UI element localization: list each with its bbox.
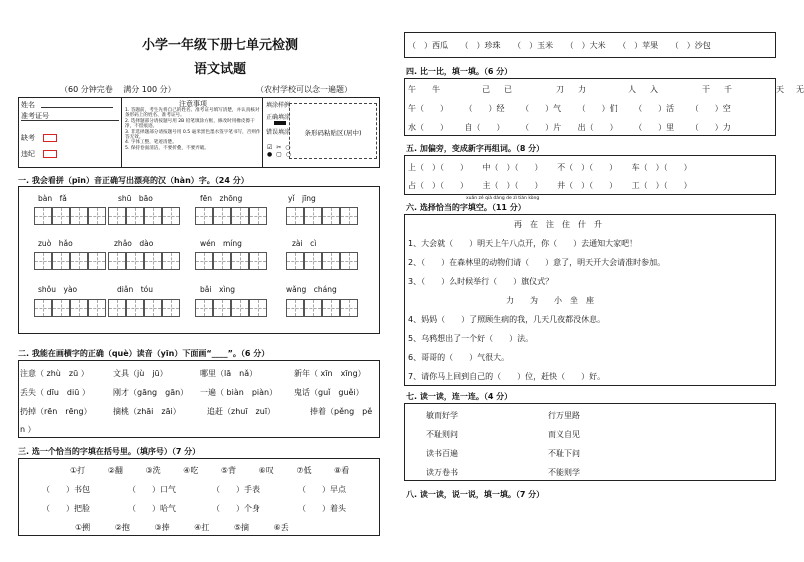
q7-left-item[interactable]: 敏而好学 (426, 411, 458, 420)
q2-item[interactable]: 捧着（pěng pě (310, 407, 373, 416)
q3-fill[interactable]: （ ）把脸 (42, 504, 90, 513)
student-info (19, 98, 122, 167)
writing-grid-cell[interactable] (195, 252, 213, 270)
q7-right-item[interactable]: 而义自见 (548, 430, 580, 439)
q7-left-item[interactable]: 读书百遍 (426, 449, 458, 458)
q3-option: ①搠 (75, 523, 91, 532)
q4-title: 四. 比一比，填一填。（6 分） (406, 67, 513, 76)
q3-option: ⑤背 (220, 466, 237, 475)
note-item: 3. 非选择题部分请按题号用 0.5 毫米黑色墨水签字笔书写，否则作答无效。 (125, 129, 261, 141)
writing-grid-cell[interactable] (231, 299, 249, 317)
q3-fill[interactable]: （ ）早点 (298, 485, 346, 494)
q3-option: ⑥丢 (273, 523, 289, 532)
writing-grid-cell[interactable] (249, 299, 267, 317)
writing-grid-cell[interactable] (108, 299, 126, 317)
pinyin-label: diǎn tóu (117, 285, 153, 294)
writing-grid-cell[interactable] (340, 299, 358, 317)
note-item: 5. 保持卷面清洁，不要折叠，不要弄破。 (125, 145, 209, 151)
q2-item[interactable]: 刚才（gāng gān） (113, 388, 189, 397)
q5-blank[interactable]: 占（ ）（ ） (408, 181, 468, 190)
q3-option: ③捧 (154, 523, 170, 532)
q2-item[interactable]: 新年（ xīn xīng） (294, 369, 366, 378)
q8-title: 八. 读一读，说一说，填一填。（7 分） (406, 490, 545, 499)
q5-blank[interactable]: 中（ ）（ ） (482, 163, 543, 172)
measure-word-item[interactable]: （ ）珍珠 (460, 41, 501, 50)
writing-grid-cell[interactable] (144, 252, 162, 270)
pinyin-label: wén míng (200, 239, 242, 248)
writing-grid-cell[interactable] (162, 299, 180, 317)
writing-grid-cell[interactable] (162, 207, 180, 225)
q7-right-item[interactable]: 不耻下问 (548, 449, 580, 458)
q2-item[interactable]: 摘桃（zhāi zāi） (113, 407, 181, 416)
q3-options-2 (75, 522, 289, 533)
q2-item[interactable]: 扔掉（rēn rēng） (20, 407, 92, 416)
q4-char: 干 (702, 85, 710, 94)
q1-title: 一. 我会看拼（pīn）音正确写出漂亮的汉（hàn）字。（24 分） (18, 176, 249, 185)
writing-grid-cell[interactable] (286, 252, 304, 270)
q6-sentence[interactable]: 2、（ ）在森林里的动物们请（ ）意了，明天开大会请准时参加。 (408, 258, 666, 267)
barcode-label: 条形码粘贴区(居中) (304, 129, 362, 137)
q2-item[interactable]: 一遍（ biàn piàn） (200, 388, 278, 397)
writing-grid-cell[interactable] (34, 252, 52, 270)
q3-fill[interactable]: （ ）口气 (128, 485, 176, 494)
q4-char: 己 (482, 85, 490, 94)
q4-blank[interactable]: （ ）里 (634, 123, 675, 132)
school-note: （农村学校可以念一遍题） (256, 85, 352, 94)
q3-option: ⑥叹 (258, 466, 274, 475)
writing-grid-cell[interactable] (162, 252, 180, 270)
q3-option: ①打 (70, 466, 86, 475)
writing-grid-cell[interactable] (144, 299, 162, 317)
notes-panel (123, 98, 263, 167)
writing-grid-cell[interactable] (213, 207, 231, 225)
q6-title: 六. 选择恰当的字填空。（11 分） (406, 203, 526, 212)
q4-row-1[interactable] (408, 103, 731, 114)
q6-sentence[interactable]: 7、请你马上回到自己的（ ）位，赶快（ ）好。 (408, 372, 606, 381)
q2-item: n ） (20, 425, 36, 434)
q4-blank[interactable]: （ ）片 (521, 123, 562, 132)
q2-item[interactable]: 鬼话（guǐ guěi） (294, 388, 364, 397)
q7-right-item[interactable]: 行万里路 (548, 411, 580, 420)
writing-grid-cell[interactable] (34, 299, 52, 317)
pinyin-label: wǎng cháng (286, 285, 337, 294)
q3-fill[interactable]: （ ）手表 (212, 485, 260, 494)
pinyin-label: bǎi xìng (200, 285, 235, 294)
writing-grid-cell[interactable] (286, 299, 304, 317)
q7-right-item[interactable]: 不能则学 (548, 468, 580, 477)
q7-title: 七. 读一读，连一连。（4 分） (406, 392, 513, 401)
writing-grid-cell[interactable] (304, 252, 322, 270)
q6-word-bank-2: 力 为 小 坐 座 (506, 296, 594, 305)
violation-checkbox[interactable] (43, 150, 57, 158)
measure-word-item[interactable]: （ ）西瓜 (408, 41, 448, 50)
q2-item[interactable]: 哪里（lā nǎ） (200, 369, 258, 378)
writing-grid-cell[interactable] (249, 207, 267, 225)
q4-char: 千 (724, 85, 732, 94)
writing-grid-cell[interactable] (340, 252, 358, 270)
exam-subtitle: 语文试题 (193, 62, 246, 77)
q4-char: 力 (578, 85, 586, 94)
q4-row-2[interactable] (408, 122, 731, 133)
writing-grid-cell[interactable] (144, 207, 162, 225)
notes-list (125, 108, 261, 151)
q3-fill[interactable]: （ ）个身 (212, 504, 260, 513)
q2-item[interactable]: 注意（ zhù zū ） (20, 369, 89, 378)
q5-blank[interactable]: 车（ ）（ ） (631, 163, 692, 172)
q6-sentence[interactable]: 4、妈妈（ ）了照顾生病的我，几天几夜都没休息。 (408, 315, 606, 324)
q4-char: 入 (650, 85, 658, 94)
writing-grid-cell[interactable] (52, 207, 70, 225)
q5-blank[interactable]: 上（ ）（ ） (408, 163, 468, 172)
q2-item[interactable]: 文具（jù jū） (113, 369, 168, 378)
writing-grid-cell[interactable] (52, 299, 70, 317)
pinyin-label: shǒu yào (38, 285, 78, 294)
writing-grid-cell[interactable] (88, 207, 106, 225)
id-line (21, 120, 119, 121)
q6-sentence[interactable]: 1、大会就（ ）明天上午八点开，你（ ）去通知大家吧！ (408, 239, 638, 248)
q4-char-pairs (408, 84, 804, 95)
notes-title: 注意事项 (179, 100, 207, 108)
writing-grid-cell[interactable] (34, 207, 52, 225)
measure-word-item[interactable]: （ ）沙包 (670, 41, 711, 50)
q6-ruby: xuǎn zé qià dàng de zì tián kòng (466, 196, 540, 201)
id-label: 准考证号 (21, 112, 49, 120)
writing-grid-cell[interactable] (70, 207, 88, 225)
q5-blank[interactable]: 井（ ）（ ） (557, 181, 618, 190)
pinyin-label: fēn zhōng (200, 194, 243, 203)
measure-word-item[interactable]: （ ）玉米 (513, 41, 554, 50)
q5-row-2[interactable] (408, 180, 692, 191)
q4-char: 无 (796, 85, 804, 94)
pinyin-label: bàn fǎ (38, 194, 67, 203)
q4-char: 牛 (432, 85, 440, 94)
writing-grid-cell[interactable] (322, 252, 340, 270)
pinyin-label: yǐ jīng (288, 194, 316, 203)
pinyin-label: zuò hǎo (38, 239, 73, 248)
q6-sentence[interactable]: 5、乌鸦想出了一个好（ ）法。 (408, 334, 534, 343)
q4-char: 已 (504, 85, 512, 94)
writing-grid-cell[interactable] (304, 207, 322, 225)
writing-grid-cell[interactable] (322, 207, 340, 225)
writing-grid-cell[interactable] (52, 252, 70, 270)
name-label: 姓名 (21, 101, 35, 109)
note-item: 1. 答题前，考生先将自己的姓名、准考证号填写清楚，并认真核对条形码上的姓名、准考证号。 (125, 108, 260, 119)
q7-left-item[interactable]: 不耻则问 (426, 430, 458, 439)
q6-sentence[interactable]: 3、（ ）么时候举行（ ）旗仪式？ (408, 277, 554, 286)
q3-option: ③洗 (145, 466, 161, 475)
writing-grid-cell[interactable] (213, 299, 231, 317)
writing-grid-cell[interactable] (322, 299, 340, 317)
name-line (41, 107, 113, 108)
writing-grid-cell[interactable] (126, 207, 144, 225)
absent-checkbox[interactable] (43, 134, 57, 142)
writing-grid-cell[interactable] (195, 299, 213, 317)
q2-item[interactable]: 丢失（ dīu diū ） (20, 388, 90, 397)
q4-char: 午 (408, 85, 416, 94)
writing-grid-cell[interactable] (231, 207, 249, 225)
q5-blank[interactable]: 工（ ）（ ） (631, 181, 692, 190)
wrong-fill-label: 错误填涂 (266, 129, 291, 136)
writing-grid-cell[interactable] (108, 252, 126, 270)
q4-char: 天 (776, 85, 784, 94)
writing-grid-cell[interactable] (304, 299, 322, 317)
note-item: 2. 选择题部分请按题号用 2B 铅笔填涂方框，修改时用橡皮擦干净，不留痕迹。 (125, 118, 255, 130)
q3-option: ②翻 (107, 466, 123, 475)
q5-blank[interactable]: 不（ ）（ ） (557, 163, 618, 172)
q3-fill[interactable]: （ ）书包 (42, 485, 90, 494)
writing-grid-cell[interactable] (70, 299, 88, 317)
q4-blank[interactable]: （ ）们 (577, 104, 618, 113)
writing-grid-cell[interactable] (126, 252, 144, 270)
writing-grid-cell[interactable] (88, 299, 106, 317)
writing-grid-cell[interactable] (231, 252, 249, 270)
q4-blank[interactable]: （ ）经 (464, 104, 505, 113)
q4-char: 刀 (556, 85, 564, 94)
correct-fill-sample (274, 121, 286, 125)
q5-blank[interactable]: 主（ ）（ ） (482, 181, 543, 190)
q3-fill[interactable]: （ ）着头 (298, 504, 346, 513)
time-note: （60 分钟完卷 满分 100 分） (60, 85, 176, 94)
q4-blank[interactable]: （ ）空 (690, 104, 731, 113)
q6-sentence[interactable]: 6、哥哥的（ ）气很大。 (408, 353, 510, 362)
q3-option: ④扛 (194, 523, 210, 532)
writing-grid-cell[interactable] (70, 252, 88, 270)
q2-title: 二. 我能在画横字的正确（què）读音（yīn）下面画“____”。（6 分） (18, 349, 270, 358)
writing-grid-cell[interactable] (126, 299, 144, 317)
barcode-area (289, 103, 377, 159)
q4-blank[interactable]: （ ）气 (521, 104, 562, 113)
writing-grid-cell[interactable] (108, 207, 126, 225)
writing-grid-cell[interactable] (286, 207, 304, 225)
violation-label: 违纪 (21, 150, 35, 158)
q2-item[interactable]: 追赶（zhuī zuī） (207, 407, 276, 416)
measure-word-item[interactable]: （ ）苹果 (618, 41, 659, 50)
wrong-fill-sample-icons: ☑ ✂ ○ ● ▢ ○ (267, 144, 292, 158)
q3-option: ④吃 (183, 466, 199, 475)
q4-blank[interactable]: 午（ ） (408, 104, 448, 113)
q4-blank[interactable]: 出（ ） (577, 123, 618, 132)
writing-grid-cell[interactable] (88, 252, 106, 270)
q7-left-item[interactable]: 读万卷书 (426, 468, 458, 477)
q4-blank[interactable]: 自（ ） (464, 123, 505, 132)
writing-grid-cell[interactable] (340, 207, 358, 225)
pinyin-label: shū bāo (118, 194, 153, 203)
q3-options-1 (70, 465, 349, 476)
correct-fill-label: 正确填涂 (266, 114, 291, 121)
pinyin-label: zài cì (292, 239, 317, 248)
measure-word-item[interactable]: （ ）大米 (565, 41, 606, 50)
measure-word-row[interactable] (408, 40, 711, 51)
note-item: 4. 字体工整，笔迹清楚。 (125, 140, 177, 146)
writing-grid-cell[interactable] (213, 252, 231, 270)
q5-title: 五. 加偏旁，变成新字再组词。（8 分） (406, 144, 545, 153)
q4-char: 人 (628, 85, 636, 94)
q3-fill[interactable]: （ ）哈气 (128, 504, 176, 513)
absent-label: 缺考 (21, 134, 35, 142)
q4-blank[interactable]: 水（ ） (408, 123, 448, 132)
writing-grid-cell[interactable] (249, 252, 267, 270)
info-box (18, 97, 380, 168)
q3-option: ②抱 (114, 523, 130, 532)
exam-title: 小学一年级下册七单元检测 (141, 38, 298, 53)
q3-title: 三. 选一个恰当的字填在括号里。（填序号）（7 分） (18, 447, 201, 456)
pinyin-label: zhǎo dào (114, 239, 154, 248)
q4-blank[interactable]: （ ）活 (634, 104, 675, 113)
q3-option: ⑦低 (296, 466, 312, 475)
writing-grid-cell[interactable] (195, 207, 213, 225)
q7-box (404, 403, 776, 481)
q3-option: ⑤摘 (233, 523, 250, 532)
q4-blank[interactable]: （ ）力 (690, 123, 731, 132)
q5-row-1[interactable] (408, 162, 692, 173)
q6-word-bank-1: 再 在 注 住 什 升 (514, 220, 602, 229)
q3-option: ⑧看 (334, 466, 350, 475)
fill-example-label: 填涂样例 (266, 102, 291, 109)
